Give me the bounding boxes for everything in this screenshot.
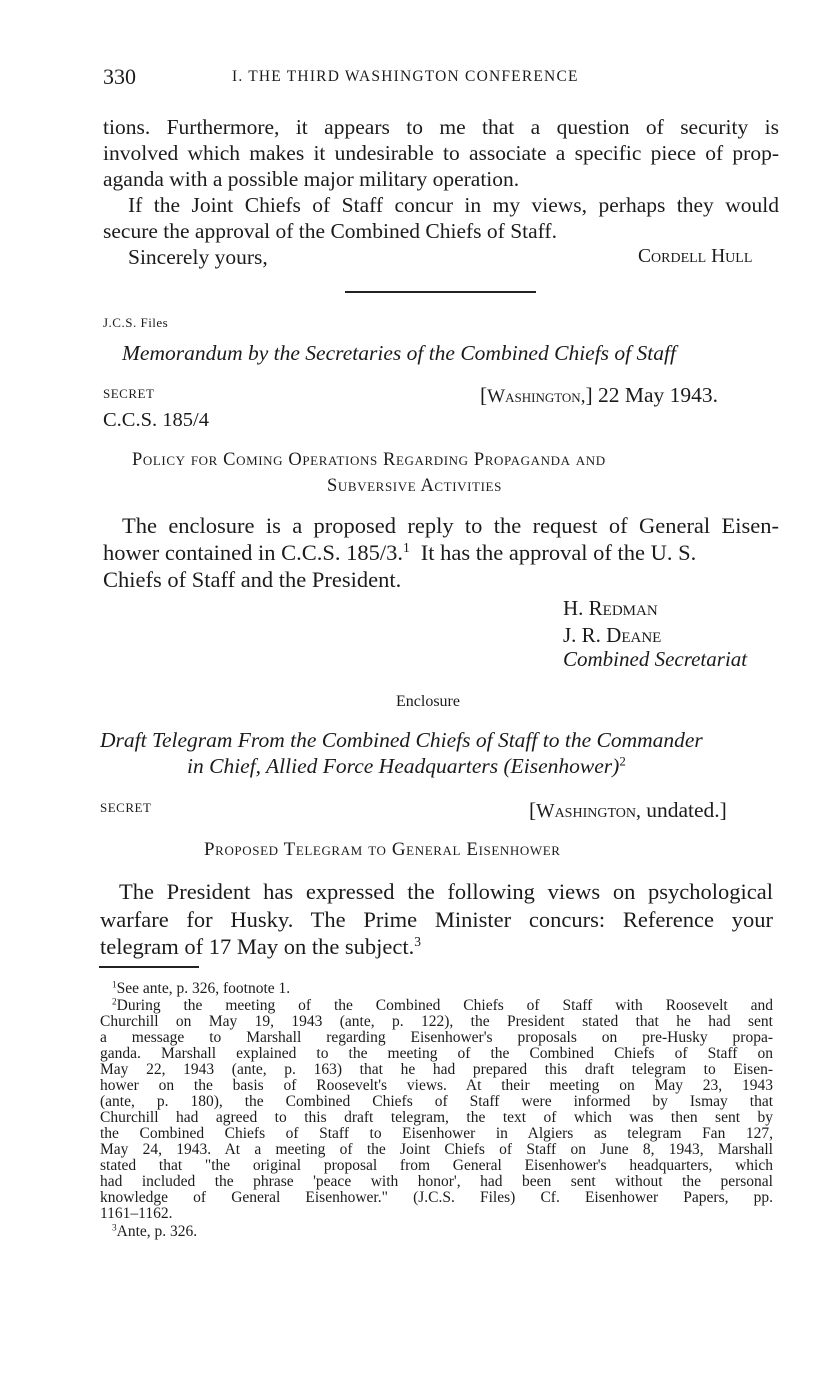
- memo-body-line-3: Chiefs of Staff and the President.: [103, 567, 402, 592]
- footnote-2-line-11: stated that "the original proposal from General Eisenhower's headquarters, which: [100, 1157, 773, 1174]
- footnote-1: [112, 981, 290, 997]
- memo-date: ] 22 May 1943.: [585, 383, 719, 407]
- enclosure-title-line-1: Draft Telegram From the Combined Chiefs of Staff to the Commander: [100, 728, 703, 752]
- footnote-2-line-7: (ante, p. 180), the Combined Chiefs of Staff were informed by Ismay that: [100, 1093, 773, 1110]
- footnote-2-mark: 2: [112, 997, 117, 1008]
- memo-place: Washington,: [487, 386, 586, 407]
- continuation-line-3: aganda with a possible major military operation.: [103, 167, 520, 191]
- enclosure-title-line-2: [187, 752, 626, 780]
- letter-closing: Sincerely yours,: [128, 245, 268, 269]
- enclosure-body-line-1: The President has expressed the following views on psychological: [119, 879, 773, 904]
- enclosure-classification: SECRET: [100, 800, 152, 815]
- footnote-divider: [99, 966, 199, 968]
- footnote-2-line-9: the Combined Chiefs of Staff to Eisenhower in Algiers as telegram Fan 127,: [100, 1125, 773, 1142]
- footnote-2-line-8: Churchill had agreed to this draft telegram, the text of which was then sent by: [100, 1109, 773, 1126]
- memo-title: Memorandum by the Secretaries of the Combined Chiefs of Staff: [122, 341, 676, 365]
- enclosure-place-date: [529, 796, 727, 826]
- footnote-3-mark: 3: [112, 1223, 117, 1234]
- footnote-1-text: See ante, p. 326, footnote 1.: [116, 980, 291, 997]
- enclosure-date: undated.]: [640, 798, 727, 822]
- footnote-2-line-2: Churchill on May 19, 1943 (ante, p. 122), the President stated that he had sent: [100, 1013, 773, 1030]
- footnote-2-line-4: ganda. Marshall explained to the meeting of the Combined Chiefs of Staff on: [100, 1045, 773, 1062]
- memo-source: J.C.S. Files: [103, 315, 169, 330]
- footnote-3: [112, 1224, 197, 1240]
- footnote-2-line-3: a message to Marshall regarding Eisenhower's proposals on pre-Husky propa-: [100, 1029, 773, 1046]
- memo-subject-line-1: Policy for Coming Operations Regarding Propaganda and: [132, 450, 606, 470]
- enclosure-label: Enclosure: [396, 693, 460, 710]
- paragraph2-line-1: If the Joint Chiefs of Staff concur in my views, perhaps they would: [128, 193, 779, 217]
- memo-body-line-2a: hower contained in C.C.S. 185/3.: [103, 540, 403, 565]
- paragraph2-line-2: secure the approval of the Combined Chiefs of Staff.: [103, 219, 557, 243]
- footnote-ref-1: 1: [402, 539, 410, 555]
- memo-ref: C.C.S. 185/4: [103, 409, 209, 431]
- enclosure-body-line-3-text: telegram of 17 May on the subject.: [100, 934, 415, 959]
- enclosure-place-open: [: [529, 798, 537, 822]
- footnote-2-line-10: May 24, 1943. At a meeting of the Joint Chiefs of Staff on June 8, 1943, Marshall: [100, 1141, 773, 1158]
- enclosure-title-line-2-text: in Chief, Allied Force Headquarters (Eisenhower): [187, 754, 620, 778]
- memo-signer-title: Combined Secretariat: [563, 647, 748, 671]
- footnote-ref-2: 2: [619, 754, 626, 769]
- footnote-2-line-13: knowledge of General Eisenhower." (J.C.S. Files) Cf. Eisenhower Papers, pp.: [100, 1189, 773, 1206]
- letter-signature: Cordell Hull: [638, 246, 753, 267]
- continuation-line-1: tions. Furthermore, it appears to me that a question of security is: [103, 115, 779, 139]
- enclosure-body-line-3: [100, 933, 421, 961]
- section-divider: [345, 291, 536, 293]
- footnote-1-mark: 1: [112, 980, 117, 991]
- memo-place-date: [480, 382, 718, 410]
- page-number: 330: [103, 64, 136, 89]
- footnote-2-line-14: 1161–1162.: [100, 1205, 173, 1222]
- memo-signer-1: H. Redman: [563, 596, 658, 620]
- continuation-line-2: involved which makes it undesirable to associate a specific piece of prop-: [103, 141, 779, 165]
- footnote-2-line-6: hower on the basis of Roosevelt's views. At their meeting on May 23, 1943: [100, 1077, 773, 1094]
- enclosure-body-line-2: warfare for Husky. The Prime Minister concurs: Reference your: [100, 907, 773, 932]
- enclosure-place: Washington,: [536, 801, 641, 822]
- memo-subject-line-2: Subversive Activities: [327, 476, 502, 496]
- memo-body-line-2: [103, 539, 779, 567]
- memo-place-open: [: [480, 383, 488, 407]
- memo-signer-2: J. R. Deane: [563, 623, 662, 647]
- running-title: I. THE THIRD WASHINGTON CONFERENCE: [232, 68, 579, 85]
- footnote-3-text: Ante, p. 326.: [116, 1223, 198, 1240]
- memo-body-line-1: The enclosure is a proposed reply to the request of General Eisen-: [122, 513, 779, 538]
- memo-body-line-2b: It has the approval of the U. S.: [420, 540, 697, 565]
- footnote-ref-3: 3: [414, 933, 422, 949]
- footnote-2-line-1: $^2$During the meeting of the Combined Chiefs of Staff with Roosevelt and: [112, 997, 773, 1014]
- enclosure-heading: Proposed Telegram to General Eisenhower: [204, 839, 561, 860]
- footnote-2-line-12: had included the phrase 'peace with honor', had been sent without the personal: [100, 1173, 773, 1190]
- footnote-2-line-5: May 22, 1943 (ante, p. 163) that he had prepared this draft telegram to Eisen-: [100, 1061, 773, 1078]
- memo-classification: SECRET: [103, 386, 155, 401]
